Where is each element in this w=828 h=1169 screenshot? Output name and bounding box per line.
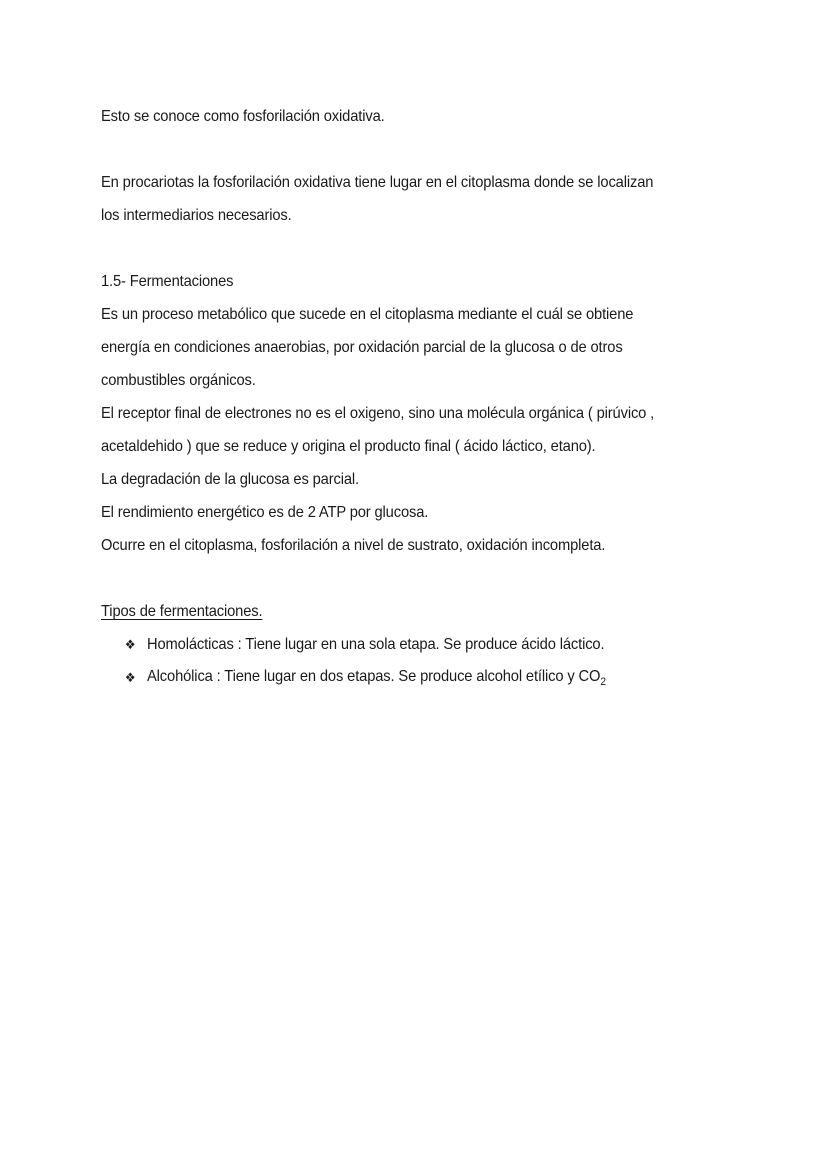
section-line-5: acetaldehido ) que se reduce y origina el producto final ( ácido láctico, etano). (101, 438, 596, 455)
list-item (101, 628, 708, 661)
list-item (101, 661, 708, 694)
document-page (101, 100, 708, 694)
paragraph-spacer (101, 133, 708, 166)
list-item-text (147, 660, 606, 695)
section-line-6: La degradación de la glucosa es parcial. (101, 471, 359, 488)
list-item-text: Homolácticas : Tiene lugar en una sola etapa. Se produce ácido láctico. (147, 636, 605, 653)
section-line-8: Ocurre en el citoplasma, fosforilación a nivel de sustrato, oxidación incompleta. (101, 537, 606, 554)
section-line-3: combustibles orgánicos. (101, 372, 256, 389)
list-item-main-text: Alcohólica : Tiene lugar en dos etapas. Se produce alcohol etílico y CO (147, 668, 601, 685)
section-line-4: El receptor final de electrones no es el oxigeno, sino una molécula orgánica ( pirúvico , (101, 405, 655, 422)
section-line-1: Es un proceso metabólico que sucede en el citoplasma mediante el cuál se obtiene (101, 306, 634, 323)
paragraph-spacer (101, 232, 708, 265)
types-heading: Tipos de fermentaciones. (101, 603, 263, 620)
paragraph-oxidative-phosphorylation: Esto se conoce como fosforilación oxidativa. (101, 108, 385, 125)
section-title: 1.5- Fermentaciones (101, 273, 234, 290)
section-line-2: energía en condiciones anaerobias, por oxidación parcial de la glucosa o de otros (101, 339, 623, 356)
paragraph-spacer (101, 562, 708, 595)
diamond-bullet-icon: ❖ (124, 670, 136, 685)
section-line-7: El rendimiento energético es de 2 ATP por glucosa. (101, 504, 429, 521)
paragraph-prokaryotes-line-1: En procariotas la fosforilación oxidativa tiene lugar en el citoplasma donde se localizan (101, 174, 654, 191)
paragraph-prokaryotes-line-2: los intermediarios necesarios. (101, 207, 292, 224)
diamond-bullet-icon: ❖ (124, 637, 136, 652)
subscript-text: 2 (600, 676, 606, 688)
